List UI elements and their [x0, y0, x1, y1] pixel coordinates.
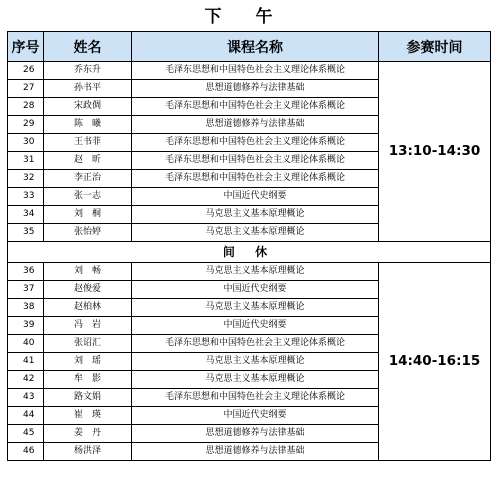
row-course: 马克思主义基本原理概论 [132, 299, 379, 317]
row-name: 李正治 [44, 170, 132, 188]
row-name: 赵 昕 [44, 152, 132, 170]
row-number: 34 [8, 206, 44, 224]
row-number: 28 [8, 98, 44, 116]
row-course: 马克思主义基本原理概论 [132, 206, 379, 224]
row-number: 30 [8, 134, 44, 152]
row-course: 毛泽东思想和中国特色社会主义理论体系概论 [132, 152, 379, 170]
break-label: 间 休 [8, 242, 491, 263]
row-name: 宋政倜 [44, 98, 132, 116]
row-course: 毛泽东思想和中国特色社会主义理论体系概论 [132, 389, 379, 407]
header-no: 序号 [8, 32, 44, 62]
row-name: 杨洪泽 [44, 443, 132, 461]
row-number: 41 [8, 353, 44, 371]
row-number: 27 [8, 80, 44, 98]
row-course: 思想道德修养与法律基础 [132, 443, 379, 461]
row-number: 43 [8, 389, 44, 407]
schedule-table [7, 31, 491, 461]
row-number: 33 [8, 188, 44, 206]
row-number: 44 [8, 407, 44, 425]
row-number: 29 [8, 116, 44, 134]
row-course: 中国近代史纲要 [132, 317, 379, 335]
row-course: 中国近代史纲要 [132, 407, 379, 425]
row-number: 36 [8, 263, 44, 281]
row-name: 张怡婷 [44, 224, 132, 242]
row-number: 40 [8, 335, 44, 353]
session-2-rows [8, 263, 491, 461]
row-course: 中国近代史纲要 [132, 281, 379, 299]
row-number: 31 [8, 152, 44, 170]
row-name: 赵柏林 [44, 299, 132, 317]
row-number: 38 [8, 299, 44, 317]
row-number: 37 [8, 281, 44, 299]
row-course: 马克思主义基本原理概论 [132, 371, 379, 389]
row-name: 乔东升 [44, 62, 132, 80]
header-course: 课程名称 [132, 32, 379, 62]
row-name: 路文娟 [44, 389, 132, 407]
row-course: 思想道德修养与法律基础 [132, 116, 379, 134]
row-number: 39 [8, 317, 44, 335]
row-course: 毛泽东思想和中国特色社会主义理论体系概论 [132, 170, 379, 188]
session-time: 13:10-14:30 [379, 62, 491, 242]
session-1-rows [8, 62, 491, 242]
row-number: 45 [8, 425, 44, 443]
break-row [8, 242, 491, 263]
row-number: 32 [8, 170, 44, 188]
row-number: 35 [8, 224, 44, 242]
row-name: 王书菲 [44, 134, 132, 152]
row-name: 张一志 [44, 188, 132, 206]
row-number: 46 [8, 443, 44, 461]
row-course: 思想道德修养与法律基础 [132, 80, 379, 98]
row-course: 毛泽东思想和中国特色社会主义理论体系概论 [132, 62, 379, 80]
header-name: 姓名 [44, 32, 132, 62]
header-time: 参赛时间 [379, 32, 491, 62]
row-name: 赵俊爱 [44, 281, 132, 299]
row-name: 刘 瑶 [44, 353, 132, 371]
row-course: 马克思主义基本原理概论 [132, 263, 379, 281]
row-name: 刘 畅 [44, 263, 132, 281]
row-course: 马克思主义基本原理概论 [132, 353, 379, 371]
session-time: 14:40-16:15 [379, 263, 491, 461]
row-name: 刘 桐 [44, 206, 132, 224]
row-course: 思想道德修养与法律基础 [132, 425, 379, 443]
row-number: 26 [8, 62, 44, 80]
row-course: 中国近代史纲要 [132, 188, 379, 206]
row-name: 姜 丹 [44, 425, 132, 443]
row-course: 马克思主义基本原理概论 [132, 224, 379, 242]
page-title: 下 午 [204, 7, 287, 27]
row-number: 42 [8, 371, 44, 389]
header-row [8, 32, 491, 62]
table-row [8, 263, 491, 281]
row-course: 毛泽东思想和中国特色社会主义理论体系概论 [132, 98, 379, 116]
row-name: 张诏汇 [44, 335, 132, 353]
row-name: 牟 影 [44, 371, 132, 389]
row-name: 冯 岩 [44, 317, 132, 335]
row-name: 崔 瑛 [44, 407, 132, 425]
row-name: 陈 曦 [44, 116, 132, 134]
row-course: 毛泽东思想和中国特色社会主义理论体系概论 [132, 335, 379, 353]
row-course: 毛泽东思想和中国特色社会主义理论体系概论 [132, 134, 379, 152]
row-name: 孙书平 [44, 80, 132, 98]
table-row [8, 62, 491, 80]
